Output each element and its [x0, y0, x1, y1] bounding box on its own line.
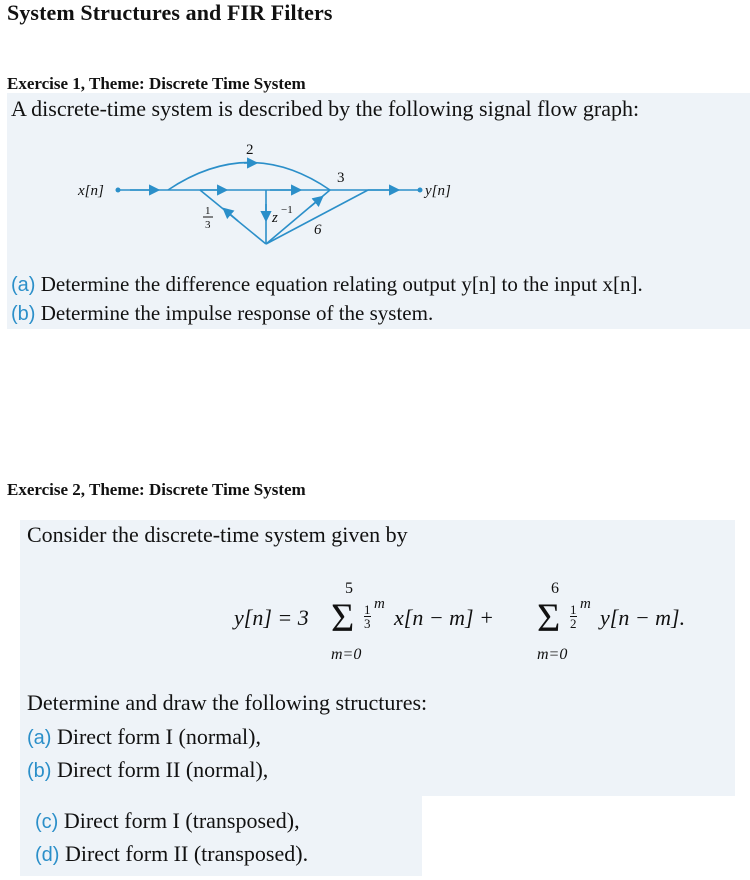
gain-right: 3: [337, 170, 345, 186]
frac1-num: 1: [364, 602, 371, 617]
left-feedback-arrow: [224, 209, 238, 221]
input-node: [116, 188, 121, 193]
gain-left-num: 1: [205, 205, 211, 217]
gain-top: 2: [246, 142, 254, 158]
sum1-sigma: Σ: [331, 595, 355, 640]
sum2-sigma: Σ: [537, 595, 561, 640]
exp2: m: [580, 596, 591, 612]
input-label: x[n]: [78, 183, 104, 199]
exercise2-title: Exercise 2, Theme: Discrete Time System: [7, 480, 306, 499]
exercise1-intro: A discrete-time system is described by the following signal flow graph:: [11, 96, 640, 121]
part-label: (a): [27, 727, 52, 749]
top-arc-branch: [168, 163, 330, 191]
sum1-lower: m=0: [331, 646, 362, 663]
sum2-upper: 6: [551, 580, 559, 597]
frac2: [570, 603, 577, 630]
exercise2-part-a: [27, 724, 261, 750]
frac1: [364, 603, 371, 630]
exercise2-part-b: [27, 757, 268, 783]
right-feedback-arrow: [310, 197, 322, 207]
part-text: Direct form II (transposed).: [64, 841, 309, 866]
term1: x[n − m] +: [394, 605, 494, 630]
frac2-den: 2: [570, 616, 577, 631]
exercise1-part-b: [11, 301, 433, 326]
output-label: y[n]: [425, 183, 451, 199]
frac2-num: 1: [570, 602, 577, 617]
part-text: Determine the impulse response of the system.: [40, 301, 434, 325]
gain-bottom: 6: [314, 222, 322, 238]
output-node: [418, 188, 423, 193]
exercise2-panel: [20, 520, 735, 796]
delay-label: z: [272, 210, 278, 226]
part-label: (d): [35, 844, 60, 866]
delay-exponent: −1: [281, 204, 293, 216]
gain-left-den: 3: [205, 219, 211, 231]
part-label: (b): [11, 303, 36, 325]
exercise2-part-c: [35, 808, 300, 834]
part-text: Direct form I (normal),: [56, 724, 261, 749]
sum1-upper: 5: [345, 580, 353, 597]
exercise2-intro: Consider the discrete-time system given by: [27, 522, 408, 547]
part-label: (b): [27, 760, 52, 782]
exercise1-title: Exercise 1, Theme: Discrete Time System: [7, 74, 306, 93]
part-text: Direct form II (normal),: [56, 757, 269, 782]
part-label: (c): [35, 811, 59, 833]
exercise1-part-a: [11, 272, 643, 297]
equation-lhs: y[n] = 3: [234, 605, 309, 630]
page-title: System Structures and FIR Filters: [7, 0, 333, 25]
term2: y[n − m].: [600, 605, 686, 630]
sum2-lower: m=0: [537, 646, 568, 663]
frac1-den: 3: [364, 616, 371, 631]
part-label: (a): [11, 274, 36, 296]
part-text: Direct form I (transposed),: [63, 808, 300, 833]
exercise2-prompt: Determine and draw the following structures:: [27, 690, 428, 715]
part-text: Determine the difference equation relating output y[n] to the input x[n].: [40, 272, 643, 296]
exp1: m: [374, 596, 385, 612]
signal-flow-graph: [0, 130, 750, 250]
exercise2-part-d: [35, 841, 308, 867]
